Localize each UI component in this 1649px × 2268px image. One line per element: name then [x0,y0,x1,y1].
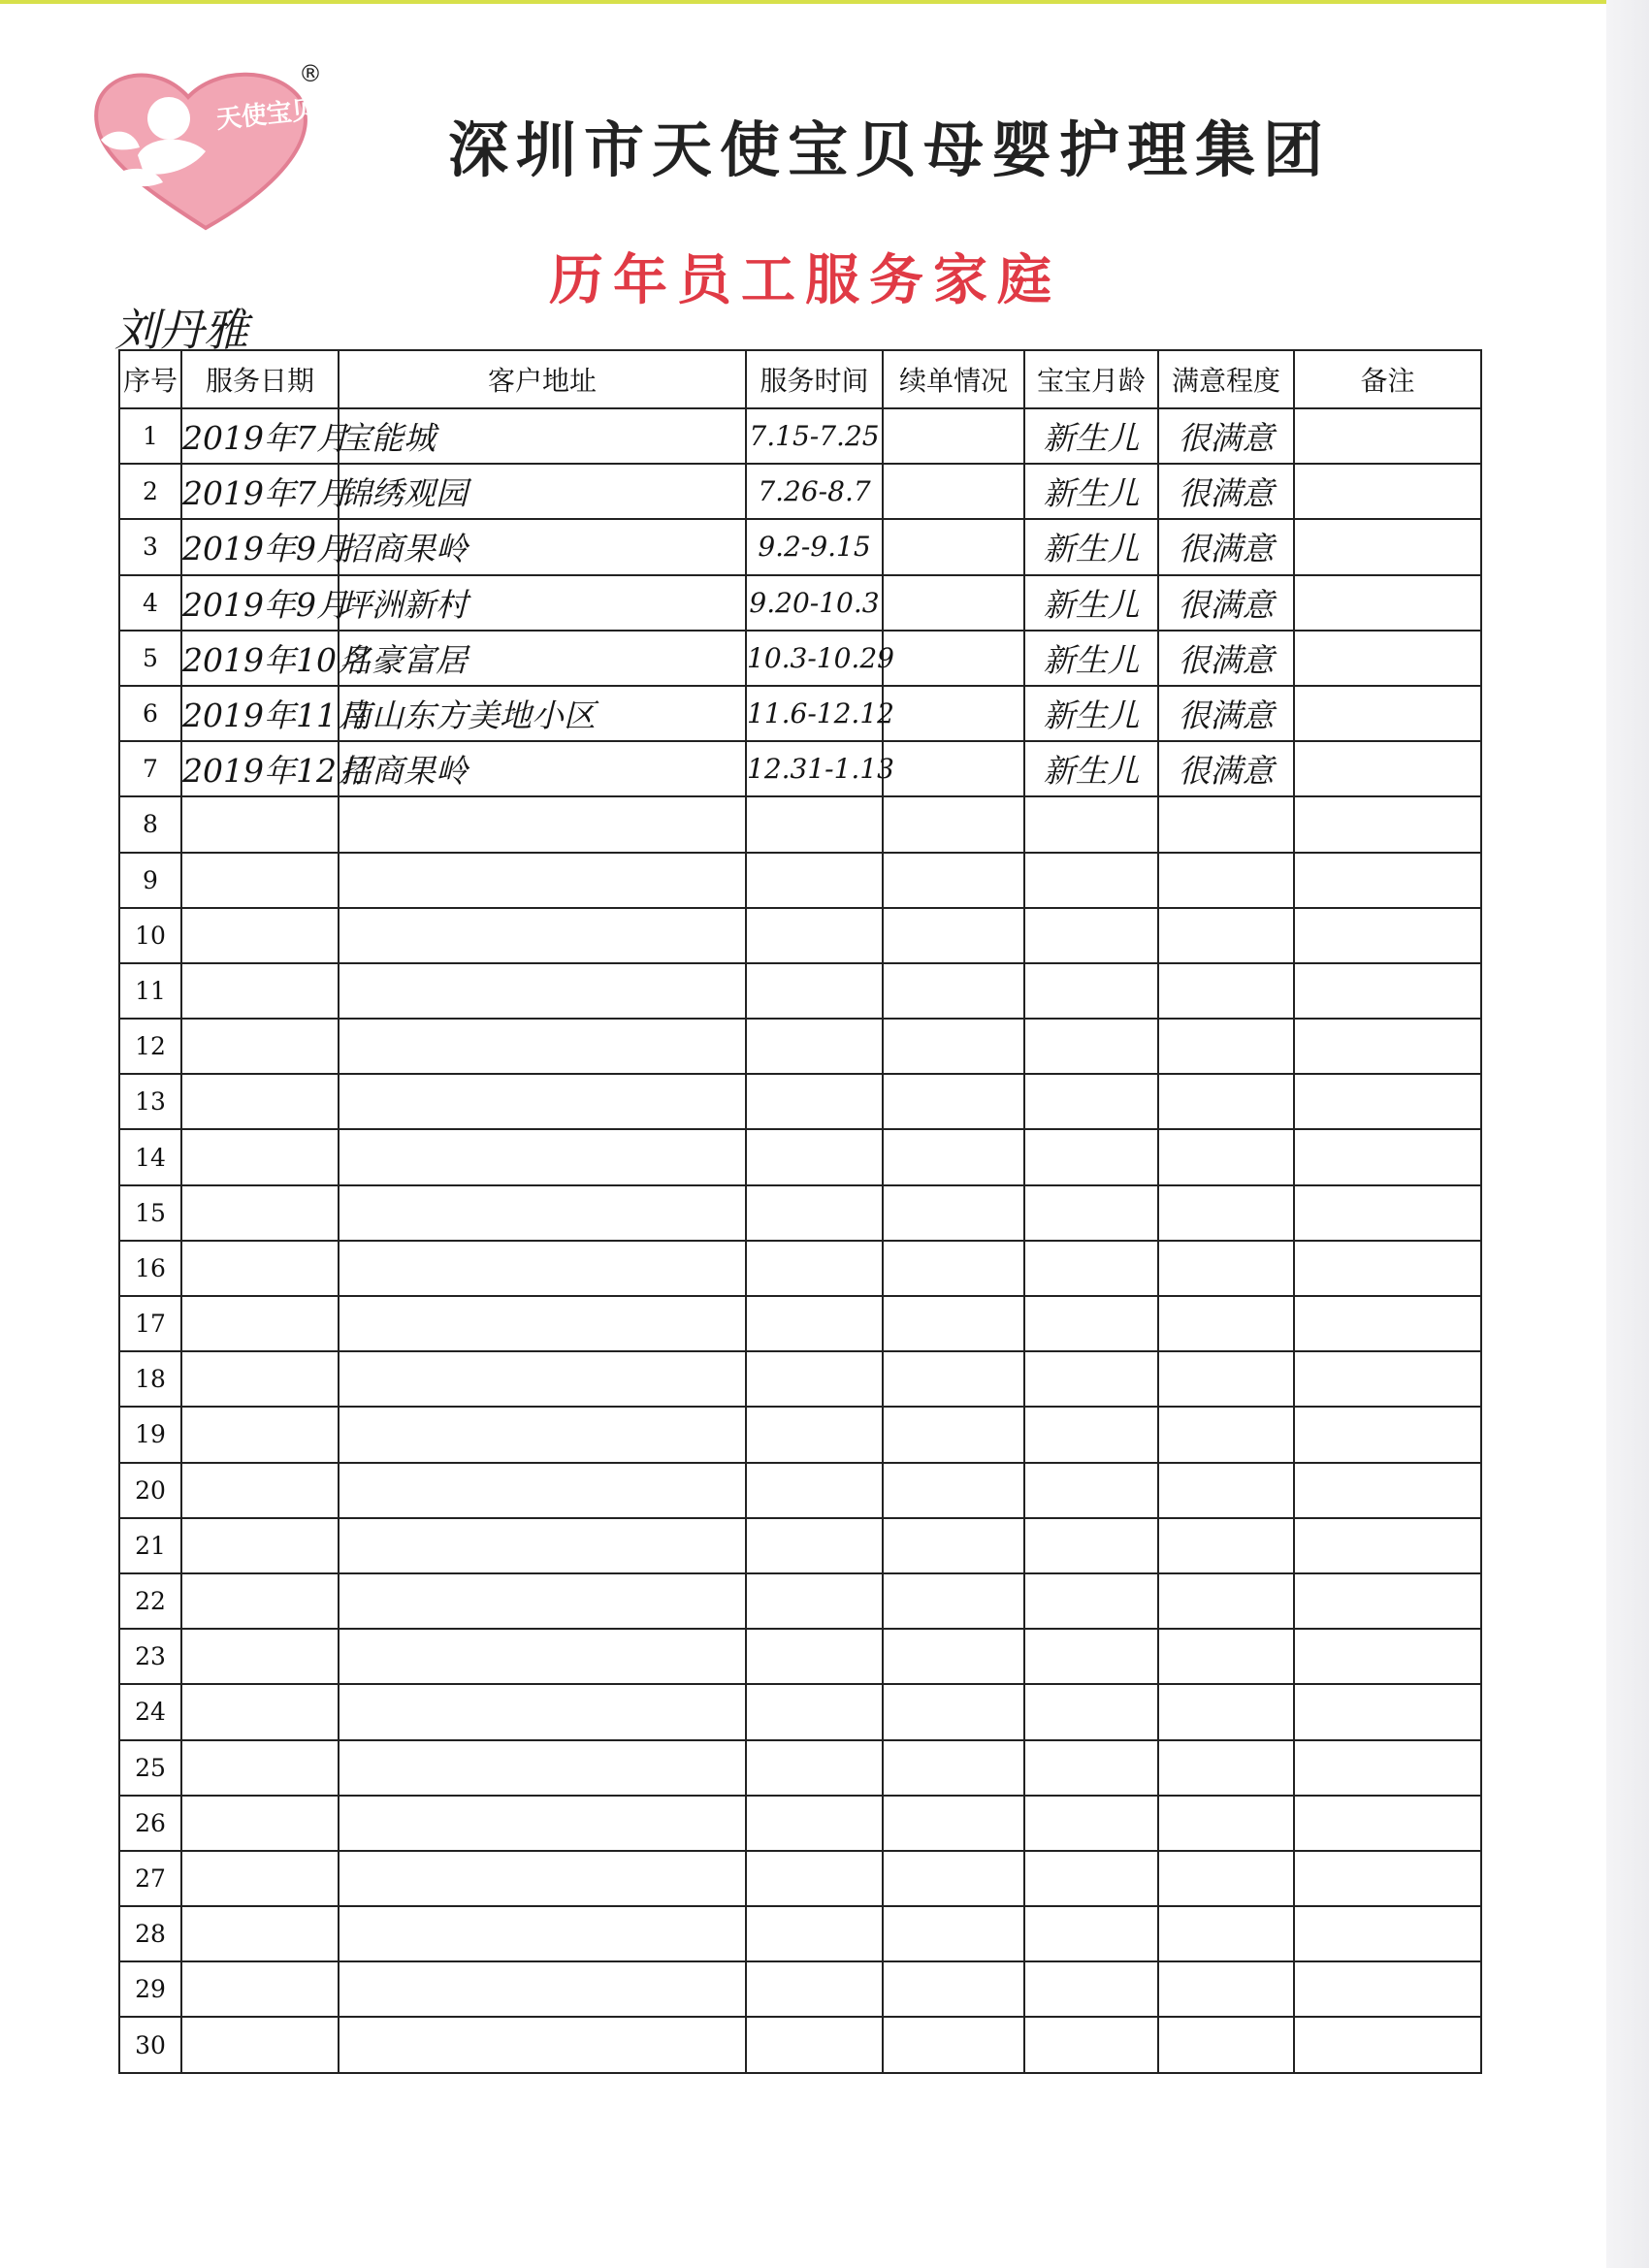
table-body [119,408,1481,2073]
row-client-address [339,1851,746,1906]
row-satisfaction [1158,1906,1294,1961]
row-service-date: 2019年12月 [181,741,339,796]
row-client-address [339,1518,746,1573]
row-seq: 5 [119,631,181,686]
document-title: 历年员工服务家庭 [549,249,1061,312]
row-notes [1294,1961,1481,2017]
registered-mark: ® [299,60,322,87]
row-service-time [746,1740,883,1796]
page-edge-right [1606,0,1649,2268]
row-service-time [746,1463,883,1518]
row-client-address: 南山东方美地小区 [339,686,746,741]
row-baby-age [1024,1796,1158,1851]
row-service-time: 7.26-8.7 [746,464,883,519]
table-row [119,1740,1481,1796]
row-satisfaction [1158,1019,1294,1074]
table-row [119,2017,1481,2072]
row-satisfaction [1158,1241,1294,1296]
row-satisfaction: 很满意 [1158,408,1294,464]
row-notes [1294,408,1481,464]
row-seq: 3 [119,519,181,574]
row-client-address: 招商果岭 [339,741,746,796]
table-row [119,519,1481,574]
row-renewal [883,1185,1024,1241]
row-renewal [883,1241,1024,1296]
table-row [119,1573,1481,1629]
table-row [119,853,1481,908]
row-seq: 15 [119,1185,181,1241]
row-client-address [339,1185,746,1241]
row-satisfaction [1158,2017,1294,2072]
table-row [119,1074,1481,1129]
row-seq: 16 [119,1241,181,1296]
row-notes [1294,1518,1481,1573]
row-satisfaction: 很满意 [1158,686,1294,741]
row-service-time [746,1851,883,1906]
row-seq: 4 [119,575,181,631]
table-row [119,796,1481,852]
row-seq: 1 [119,408,181,464]
table-row [119,1796,1481,1851]
table-row [119,686,1481,741]
row-notes [1294,908,1481,963]
row-renewal [883,1296,1024,1351]
row-baby-age [1024,1573,1158,1629]
employee-name-handwritten: 刘丹雅 [114,304,248,356]
row-service-time: 9.2-9.15 [746,519,883,574]
row-satisfaction [1158,1684,1294,1739]
col-service-time-header: 服务时间 [746,350,883,408]
row-satisfaction [1158,1074,1294,1129]
row-renewal [883,631,1024,686]
row-service-time [746,2017,883,2072]
row-satisfaction: 很满意 [1158,741,1294,796]
row-client-address: 宝能城 [339,408,746,464]
table-row [119,908,1481,963]
row-service-time [746,1351,883,1407]
row-notes [1294,1463,1481,1518]
row-renewal [883,796,1024,852]
row-seq: 10 [119,908,181,963]
row-client-address [339,1906,746,1961]
row-notes [1294,1407,1481,1462]
row-renewal [883,963,1024,1019]
row-seq: 23 [119,1629,181,1684]
row-seq: 14 [119,1129,181,1184]
table-row [119,741,1481,796]
row-notes [1294,853,1481,908]
row-client-address [339,853,746,908]
row-notes [1294,1185,1481,1241]
row-seq: 20 [119,1463,181,1518]
row-client-address [339,1129,746,1184]
row-baby-age: 新生儿 [1024,575,1158,631]
table-row [119,1629,1481,1684]
row-notes [1294,796,1481,852]
col-client-address-header: 客户地址 [339,350,746,408]
row-satisfaction [1158,1351,1294,1407]
row-service-time [746,1241,883,1296]
table-row [119,575,1481,631]
row-service-time: 11.6-12.12 [746,686,883,741]
row-notes [1294,2017,1481,2072]
row-notes [1294,1629,1481,1684]
row-seq: 21 [119,1518,181,1573]
row-satisfaction: 很满意 [1158,631,1294,686]
row-service-date [181,1796,339,1851]
row-notes [1294,464,1481,519]
row-client-address [339,1740,746,1796]
table-header-row [119,350,1481,408]
row-service-date [181,1961,339,2017]
row-service-date [181,1351,339,1407]
row-service-time: 9.20-10.3 [746,575,883,631]
row-renewal [883,408,1024,464]
row-client-address [339,1684,746,1739]
row-baby-age [1024,1684,1158,1739]
row-notes [1294,1906,1481,1961]
row-service-time [746,1129,883,1184]
row-baby-age [1024,2017,1158,2072]
row-baby-age [1024,796,1158,852]
row-seq: 19 [119,1407,181,1462]
row-baby-age [1024,963,1158,1019]
row-renewal [883,1129,1024,1184]
row-satisfaction [1158,1463,1294,1518]
table-row [119,1296,1481,1351]
row-notes [1294,963,1481,1019]
row-satisfaction [1158,1129,1294,1184]
row-seq: 2 [119,464,181,519]
row-client-address: 坪洲新村 [339,575,746,631]
row-client-address [339,963,746,1019]
row-notes [1294,741,1481,796]
row-client-address: 名豪富居 [339,631,746,686]
row-service-date [181,1185,339,1241]
row-baby-age [1024,1518,1158,1573]
row-baby-age [1024,1296,1158,1351]
row-satisfaction: 很满意 [1158,464,1294,519]
row-satisfaction [1158,1740,1294,1796]
row-seq: 6 [119,686,181,741]
row-renewal [883,1019,1024,1074]
row-service-time [746,1961,883,2017]
row-baby-age [1024,1629,1158,1684]
row-service-date [181,1906,339,1961]
row-satisfaction [1158,796,1294,852]
row-notes [1294,686,1481,741]
row-service-time [746,853,883,908]
row-satisfaction [1158,1961,1294,2017]
row-client-address [339,2017,746,2072]
row-renewal [883,1351,1024,1407]
row-renewal [883,2017,1024,2072]
row-service-time [746,1407,883,1462]
row-service-time [746,1573,883,1629]
table-row [119,1463,1481,1518]
row-client-address [339,1463,746,1518]
row-notes [1294,631,1481,686]
row-seq: 13 [119,1074,181,1129]
table-row [119,1407,1481,1462]
row-client-address [339,1074,746,1129]
table-row [119,464,1481,519]
row-seq: 7 [119,741,181,796]
row-service-date: 2019年10月 [181,631,339,686]
row-service-time [746,1796,883,1851]
row-client-address [339,908,746,963]
row-notes [1294,1851,1481,1906]
row-notes [1294,1241,1481,1296]
table-row [119,1185,1481,1241]
table-row [119,1351,1481,1407]
row-renewal [883,575,1024,631]
row-seq: 24 [119,1684,181,1739]
row-satisfaction: 很满意 [1158,575,1294,631]
row-notes [1294,1351,1481,1407]
row-satisfaction [1158,1796,1294,1851]
row-baby-age: 新生儿 [1024,519,1158,574]
row-service-date [181,1074,339,1129]
row-service-date: 2019年7月 [181,408,339,464]
row-service-time [746,1906,883,1961]
row-service-date [181,908,339,963]
table-row [119,1129,1481,1184]
table-row [119,1906,1481,1961]
row-baby-age [1024,1351,1158,1407]
row-baby-age [1024,1074,1158,1129]
row-service-time [746,1296,883,1351]
row-service-date [181,1740,339,1796]
service-records-table [118,349,1482,2074]
row-seq: 9 [119,853,181,908]
col-baby-age-header: 宝宝月龄 [1024,350,1158,408]
row-renewal [883,519,1024,574]
row-seq: 28 [119,1906,181,1961]
col-seq-header: 序号 [119,350,181,408]
row-satisfaction [1158,963,1294,1019]
row-baby-age [1024,1185,1158,1241]
col-service-date-header: 服务日期 [181,350,339,408]
row-satisfaction [1158,1296,1294,1351]
row-service-time [746,1629,883,1684]
row-baby-age [1024,908,1158,963]
row-service-date [181,2017,339,2072]
row-service-date: 2019年7月 [181,464,339,519]
row-renewal [883,1074,1024,1129]
row-service-time [746,1185,883,1241]
row-renewal [883,1796,1024,1851]
row-baby-age: 新生儿 [1024,408,1158,464]
row-service-time [746,796,883,852]
row-notes [1294,1129,1481,1184]
row-service-date [181,1629,339,1684]
row-baby-age: 新生儿 [1024,686,1158,741]
table-row [119,1241,1481,1296]
row-seq: 27 [119,1851,181,1906]
row-notes [1294,1684,1481,1739]
row-service-date [181,1573,339,1629]
row-renewal [883,908,1024,963]
row-baby-age: 新生儿 [1024,631,1158,686]
row-service-time [746,963,883,1019]
row-seq: 26 [119,1796,181,1851]
row-renewal [883,1851,1024,1906]
row-satisfaction [1158,1851,1294,1906]
table-row [119,963,1481,1019]
row-service-date [181,1019,339,1074]
row-service-time: 12.31-1.13 [746,741,883,796]
col-satisfaction-header: 满意程度 [1158,350,1294,408]
row-baby-age [1024,1906,1158,1961]
row-baby-age [1024,1241,1158,1296]
row-notes [1294,1074,1481,1129]
row-seq: 17 [119,1296,181,1351]
row-service-date: 2019年11月 [181,686,339,741]
row-renewal [883,741,1024,796]
row-client-address: 招商果岭 [339,519,746,574]
row-service-time [746,908,883,963]
col-renewal-header: 续单情况 [883,350,1024,408]
col-notes-header: 备注 [1294,350,1481,408]
row-renewal [883,686,1024,741]
logo-text: 天使宝贝 [214,95,319,135]
row-notes [1294,1796,1481,1851]
row-notes [1294,1296,1481,1351]
row-notes [1294,519,1481,574]
row-satisfaction [1158,908,1294,963]
row-renewal [883,1740,1024,1796]
row-notes [1294,575,1481,631]
row-renewal [883,1684,1024,1739]
row-renewal [883,1573,1024,1629]
row-client-address [339,1629,746,1684]
row-client-address [339,1019,746,1074]
row-renewal [883,1629,1024,1684]
row-baby-age: 新生儿 [1024,464,1158,519]
row-baby-age [1024,1129,1158,1184]
row-client-address [339,1241,746,1296]
row-service-time: 10.3-10.29 [746,631,883,686]
row-service-date [181,1129,339,1184]
row-notes [1294,1740,1481,1796]
table-row [119,1961,1481,2017]
row-satisfaction [1158,1518,1294,1573]
row-service-date [181,1241,339,1296]
table-row [119,631,1481,686]
row-client-address [339,1961,746,2017]
table-row [119,408,1481,464]
row-service-time [746,1518,883,1573]
row-seq: 25 [119,1740,181,1796]
row-service-date [181,963,339,1019]
table-row [119,1684,1481,1739]
row-service-date [181,1407,339,1462]
row-service-time [746,1684,883,1739]
row-baby-age [1024,1961,1158,2017]
organization-title: 深圳市天使宝贝母婴护理集团 [448,114,1332,185]
row-service-date: 2019年9月 [181,519,339,574]
row-seq: 8 [119,796,181,852]
row-satisfaction [1158,1629,1294,1684]
row-notes [1294,1019,1481,1074]
row-seq: 11 [119,963,181,1019]
row-baby-age [1024,1019,1158,1074]
angel-heart-logo [80,58,332,243]
table-row [119,1518,1481,1573]
table-row [119,1851,1481,1906]
row-service-time [746,1019,883,1074]
row-seq: 29 [119,1961,181,2017]
row-client-address: 锦绣观园 [339,464,746,519]
row-renewal [883,1463,1024,1518]
row-client-address [339,1573,746,1629]
row-baby-age [1024,1463,1158,1518]
row-renewal [883,853,1024,908]
row-renewal [883,1906,1024,1961]
row-seq: 30 [119,2017,181,2072]
row-client-address [339,1351,746,1407]
row-service-date: 2019年9月 [181,575,339,631]
row-renewal [883,1407,1024,1462]
row-baby-age [1024,1407,1158,1462]
row-renewal [883,1961,1024,2017]
row-service-time [746,1074,883,1129]
row-satisfaction [1158,1185,1294,1241]
row-seq: 18 [119,1351,181,1407]
row-seq: 22 [119,1573,181,1629]
row-client-address [339,1796,746,1851]
row-service-date [181,1851,339,1906]
row-baby-age [1024,1851,1158,1906]
row-satisfaction [1158,853,1294,908]
row-service-date [181,1684,339,1739]
row-baby-age [1024,853,1158,908]
row-service-time: 7.15-7.25 [746,408,883,464]
row-baby-age: 新生儿 [1024,741,1158,796]
row-client-address [339,796,746,852]
table-row [119,1019,1481,1074]
row-renewal [883,1518,1024,1573]
row-service-date [181,853,339,908]
row-service-date [181,796,339,852]
row-baby-age [1024,1740,1158,1796]
row-satisfaction: 很满意 [1158,519,1294,574]
row-notes [1294,1573,1481,1629]
row-client-address [339,1296,746,1351]
row-service-date [181,1518,339,1573]
row-service-date [181,1296,339,1351]
row-satisfaction [1158,1573,1294,1629]
page-edge-top [0,0,1649,4]
row-satisfaction [1158,1407,1294,1462]
row-service-date [181,1463,339,1518]
row-client-address [339,1407,746,1462]
row-seq: 12 [119,1019,181,1074]
row-renewal [883,464,1024,519]
